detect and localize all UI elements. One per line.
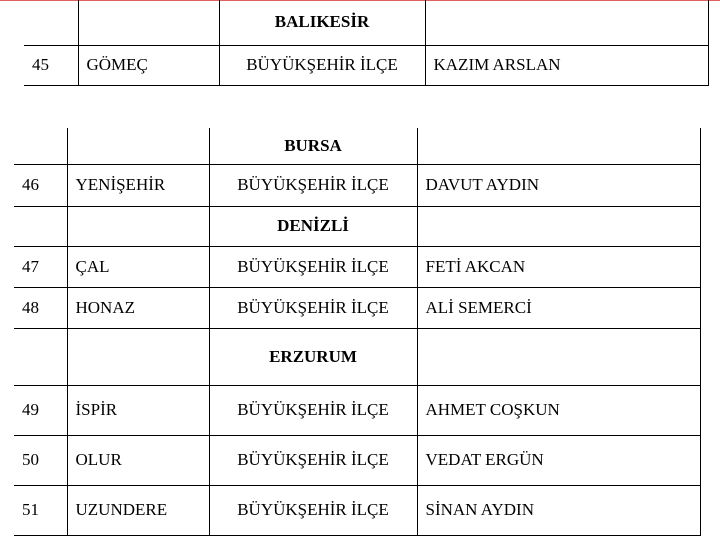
district-type: BÜYÜKŞEHİR İLÇE [209,246,417,287]
table-row [14,164,700,206]
empty-cell [425,0,708,45]
table-row [24,45,708,85]
region-header-row [14,328,700,385]
empty-cell [24,0,78,45]
table-row [14,385,700,435]
district-name: UZUNDERE [67,485,209,535]
empty-cell [14,328,67,385]
region-name: DENİZLİ [209,206,417,246]
row-number: 46 [14,164,67,206]
district-name: OLUR [67,435,209,485]
table-row [14,435,700,485]
row-number: 51 [14,485,67,535]
district-type: BÜYÜKŞEHİR İLÇE [209,164,417,206]
row-number: 45 [24,45,78,85]
person-name: AHMET COŞKUN [417,385,700,435]
person-name: FETİ AKCAN [417,246,700,287]
region-header-row [14,128,700,164]
row-number: 47 [14,246,67,287]
district-name: GÖMEÇ [78,45,219,85]
empty-cell [417,206,700,246]
row-number: 50 [14,435,67,485]
district-name: ÇAL [67,246,209,287]
district-name: İSPİR [67,385,209,435]
table-row [14,287,700,328]
empty-cell [417,128,700,164]
table-row [14,485,700,535]
region-name: ERZURUM [209,328,417,385]
person-name: KAZIM ARSLAN [425,45,708,85]
region-name: BALIKESİR [219,0,425,45]
table-row [14,246,700,287]
district-type: BÜYÜKŞEHİR İLÇE [219,45,425,85]
results-table-balikesir [24,0,709,86]
person-name: ALİ SEMERCİ [417,287,700,328]
district-type: BÜYÜKŞEHİR İLÇE [209,385,417,435]
person-name: SİNAN AYDIN [417,485,700,535]
empty-cell [14,206,67,246]
region-header-row [24,0,708,45]
district-type: BÜYÜKŞEHİR İLÇE [209,287,417,328]
row-number: 49 [14,385,67,435]
district-type: BÜYÜKŞEHİR İLÇE [209,485,417,535]
district-name: HONAZ [67,287,209,328]
results-table-main [14,128,701,536]
person-name: DAVUT AYDIN [417,164,700,206]
district-name: YENİŞEHİR [67,164,209,206]
person-name: VEDAT ERGÜN [417,435,700,485]
district-type: BÜYÜKŞEHİR İLÇE [209,435,417,485]
empty-cell [67,328,209,385]
region-header-row [14,206,700,246]
empty-cell [67,128,209,164]
empty-cell [78,0,219,45]
empty-cell [417,328,700,385]
row-number: 48 [14,287,67,328]
region-name: BURSA [209,128,417,164]
empty-cell [14,128,67,164]
empty-cell [67,206,209,246]
